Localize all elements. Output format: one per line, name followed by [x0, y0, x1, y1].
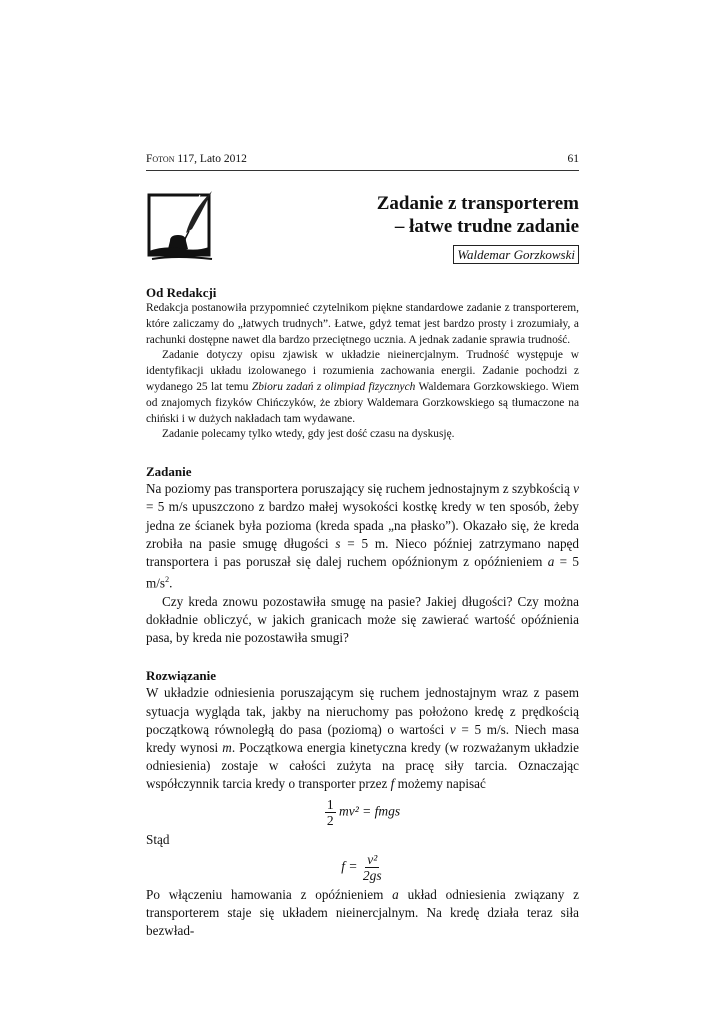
header-rule — [146, 170, 579, 171]
journal-name: Foton — [146, 153, 175, 165]
author-name: Waldemar Gorzkowski — [453, 245, 579, 264]
editorial-heading: Od Redakcji — [146, 285, 217, 300]
article-body — [146, 284, 579, 940]
equation-friction: f = $\frac{\text{v²}}{2gs}$ — [341, 851, 382, 883]
problem-heading: Zadanie — [146, 464, 192, 480]
solution-heading: Rozwiązanie — [146, 668, 217, 684]
solution-text: Stąd — [146, 831, 170, 847]
fraction-v2-2gs: $\frac{\text{v²}}{2gs}$ — [362, 851, 382, 883]
running-header — [146, 153, 579, 165]
page-number: 61 — [567, 153, 579, 165]
quill-inkwell-icon — [146, 189, 216, 264]
problem-paragraph: Czy kreda znowu pozostawiła smugę na pasie? Jakiej długości? Czy można dokładnie obliczyć, w jakich granicach może się zawierać wartość opóźnienia pasa, by kreda nie pozostawiła smugi? — [146, 593, 579, 646]
editorial-paragraph: Zadanie dotyczy opisu zjawisk w układzie nieinercjalnym. Trudność występuje w identyfikacji układu izolowanego i rozumienia zachowania energii. Zadanie pochodzi z wydanego 25 lat temu Zbioru zadań z olimpiad fizycznych Waldemara Gorzkowskiego. Wiem od znajomych fizyków Chińczyków, że zbiory Waldemara Gorzkowskiego są tłumaczone na chiński i w dużych nakładach tam wydawane. — [146, 349, 579, 425]
journal-issue: Foton 117, Lato 2012 — [146, 153, 247, 165]
problem-paragraph: Na poziomy pas transportera poruszający się ruchem jednostajnym z szybkością v = 5 m/s upuszczono z bardzo małej wysokości kostkę kredy w ten sposób, żeby jedna ze ścianek była pozioma (kreda spada „na płasko”). Okazało się, że kreda zrobiła na pasie smugę długości s = 5 m. Nieco później zatrzymano napęd transportera i pas poruszał się dalej ruchem opóźnionym z opóźnieniem a = 5 $m/s^2$. — [146, 481, 579, 591]
editorial-paragraph: Redakcja postanowiła przypomnieć czytelnikom piękne standardowe zadanie z transporterem, które zaliczamy do „łatwych trudnych”. Łatwe, gdyż temat jest bardzo prosty i zrozumiały, a rachunki dostępne nawet dla bardzo przeciętnego ucznia. A jednak zadanie sprawia trudność. — [146, 302, 579, 346]
article-title-line2: – łatwe trudne zadanie — [394, 216, 579, 237]
editorial-paragraph: Zadanie polecamy tylko wtedy, gdy jest dość czasu na dyskusję. — [162, 428, 455, 441]
fraction-one-half: $\frac{1}{2}$ — [326, 796, 334, 828]
solution-paragraph: Po włączeniu hamowania z opóźnieniem a układ odniesienia związany z transporterem staje się układem nieinercjalnym. Na kredę działa teraz siła bezwład- — [146, 886, 579, 939]
equation-energy: $\frac{1}{2}$ mv² = fmgs — [326, 796, 401, 828]
solution-paragraph: W układzie odniesienia poruszającym się ruchem jednostajnym wraz z pasem sytuacja wygląda tak, jakby na nieruchomy pas położono kredę z prędkością początkową równoległą do pasa (poziomą) o wartości v = 5 m/s. Niech masa kredy wynosi m. Początkowa energia kinetyczna kredy (w rozważanym układzie odniesienia) zostaje w całości zużyta na pracę siły tarcia. Oznaczając współczynnik tarcia kredy o transporter przez f możemy napisać — [146, 685, 579, 792]
article-title-line1: Zadanie z transporterem — [376, 193, 579, 214]
title-block — [377, 192, 579, 264]
